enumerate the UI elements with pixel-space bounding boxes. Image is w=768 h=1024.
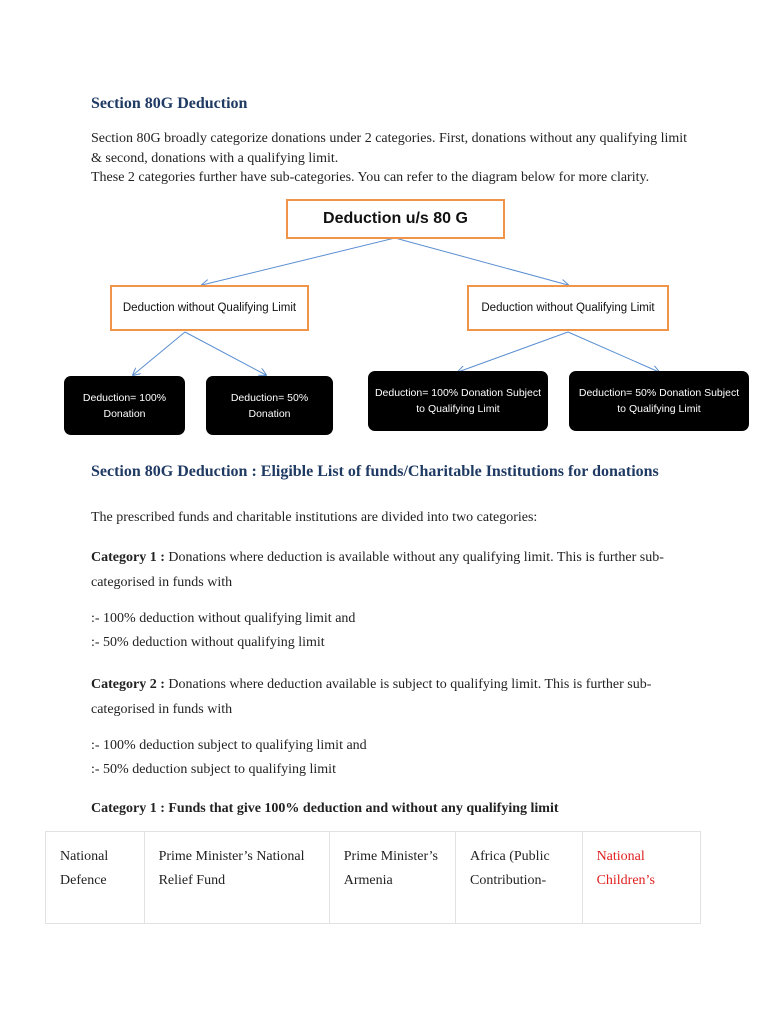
- category-2-description: [91, 672, 681, 722]
- intro-paragraph: Section 80G broadly categorize donations under 2 categories. First, donations without any qualifying limit & second, donations with a qualifying limit.: [91, 131, 688, 166]
- deduction-diagram: [0, 190, 768, 440]
- category-2-item-1: :- 100% deduction subject to qualifying limit and: [91, 738, 367, 753]
- table-cell-highlighted: National Children’s: [582, 832, 700, 924]
- table-row: [46, 832, 701, 924]
- categories-intro: The prescribed funds and charitable institutions are divided into two categories:: [91, 510, 538, 525]
- arrow-right-leaf3: [458, 332, 568, 372]
- diagram-right-box: Deduction without Qualifying Limit: [467, 285, 669, 331]
- category-1-description: [91, 545, 681, 595]
- diagram-root-box: Deduction u/s 80 G: [286, 199, 505, 239]
- category-1-item-1: :- 100% deduction without qualifying limit and: [91, 611, 356, 626]
- arrow-right-leaf4: [568, 332, 659, 372]
- category-1-label: Category 1 :: [91, 550, 165, 565]
- table-cell: Prime Minister’s Armenia: [329, 832, 455, 924]
- arrow-left-leaf2: [185, 332, 266, 375]
- table-cell: Africa (Public Contribution-: [455, 832, 582, 924]
- table-cell: National Defence: [46, 832, 145, 924]
- eligible-list-heading: Section 80G Deduction : Eligible List of funds/Charitable Institutions for donations: [91, 463, 659, 480]
- diagram-leaf-2: Deduction= 50% Donation: [206, 376, 333, 435]
- diagram-leaf-1: Deduction= 100% Donation: [64, 376, 185, 435]
- diagram-leaf-3: Deduction= 100% Donation Subject to Qualifying Limit: [368, 371, 548, 431]
- category-1-item-2: :- 50% deduction without qualifying limit: [91, 635, 325, 650]
- category-1-funds-heading: Category 1 : Funds that give 100% deduction and without any qualifying limit: [91, 801, 559, 816]
- table-cell: Prime Minister’s National Relief Fund: [144, 832, 329, 924]
- section-heading: Section 80G Deduction: [91, 95, 248, 112]
- arrow-root-right: [395, 238, 568, 285]
- diagram-leaf-4: Deduction= 50% Donation Subject to Qualifying Limit: [569, 371, 749, 431]
- arrow-left-leaf1: [133, 332, 185, 375]
- category-1-text: Donations where deduction is available without any qualifying limit. This is further sub-categorised in funds with: [91, 550, 664, 590]
- category-2-label: Category 2 :: [91, 677, 165, 692]
- category-2-text: Donations where deduction available is subject to qualifying limit. This is further sub-categorised in funds with: [91, 677, 652, 717]
- arrow-root-left: [202, 238, 395, 285]
- funds-table: [45, 831, 701, 924]
- diagram-left-box: Deduction without Qualifying Limit: [110, 285, 309, 331]
- category-2-item-2: :- 50% deduction subject to qualifying limit: [91, 762, 336, 777]
- intro-paragraph-2: These 2 categories further have sub-categories. You can refer to the diagram below for more clarity.: [91, 170, 650, 185]
